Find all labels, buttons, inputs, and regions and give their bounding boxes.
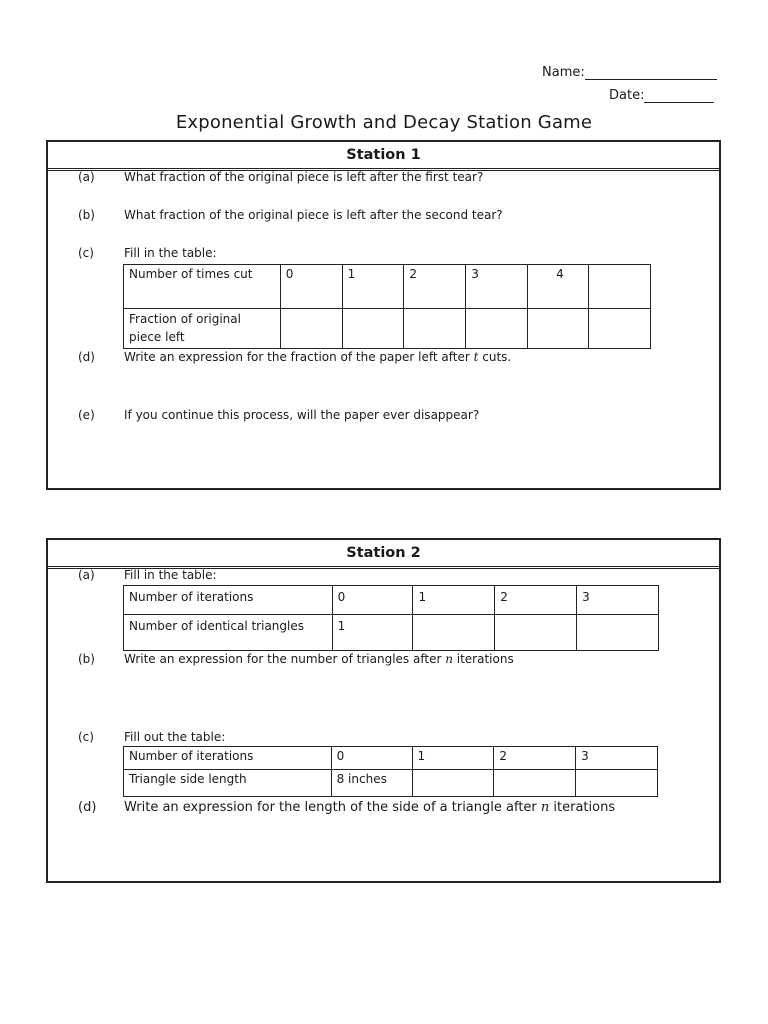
s2-question-b-label: (b) [78,652,95,666]
table-cell[interactable] [576,770,658,797]
table-row [124,309,651,349]
s2-question-d-text: Write an expression for the length of the side of a triangle after n iterations [124,800,616,815]
table-cell[interactable] [528,309,589,349]
name-label: Name: [542,65,585,80]
s1-question-c-label: (c) [78,246,94,260]
table-cell: 0 [331,747,412,770]
table-row [124,586,659,615]
table-cell[interactable] [495,615,577,651]
station-1-heading: Station 1 [48,142,719,171]
table-cell: 3 [576,747,658,770]
s1-table [123,264,651,349]
table-cell[interactable] [404,309,466,349]
s2-question-c-text: Fill out the table: [124,730,226,744]
table-cell[interactable] [342,309,404,349]
table-cell: 2 [404,265,466,309]
s2-question-a-label: (a) [78,568,95,582]
table-cell: 1 [332,615,413,651]
s2-table-header-cell: Number of iterations [124,747,332,770]
table-cell[interactable] [494,770,576,797]
table-cell: 0 [332,586,413,615]
s1-question-c-text: Fill in the table: [124,246,217,260]
s1-question-d-text: Write an expression for the fraction of the paper left after t cuts. [124,350,512,364]
table-cell[interactable] [413,615,495,651]
table-cell: 4 [528,265,589,309]
date-field[interactable] [644,87,714,103]
s1-question-d-label: (d) [78,350,95,364]
table-cell: 3 [466,265,528,309]
date-line [609,87,714,103]
page-title: Exponential Growth and Decay Station Game [175,112,593,133]
station-2-heading: Station 2 [48,540,719,569]
s1-table-header-cell: Number of times cut [124,265,281,309]
table-row [124,747,658,770]
s1-question-a-text: What fraction of the original piece is left after the first tear? [124,170,484,184]
table-cell [589,265,651,309]
table-cell: 2 [494,747,576,770]
table-row [124,615,659,651]
name-field[interactable] [585,64,717,80]
table-cell: 1 [413,586,495,615]
table-cell[interactable] [280,309,342,349]
s2-table-header-cell: Number of identical triangles [124,615,333,651]
table-cell: 2 [495,586,577,615]
s1-question-b-label: (b) [78,208,95,222]
s2-table-header-cell: Triangle side length [124,770,332,797]
table-cell[interactable] [412,770,494,797]
s1-table-header-cell: Fraction of original piece left [124,309,281,349]
s2-question-a-text: Fill in the table: [124,568,217,582]
s2-table-header-cell: Number of iterations [124,586,333,615]
s2-table-2 [123,746,658,797]
s1-question-b-text: What fraction of the original piece is left after the second tear? [124,208,503,222]
table-cell: 3 [577,586,659,615]
table-cell: 0 [280,265,342,309]
table-cell: 1 [342,265,404,309]
s2-question-c-label: (c) [78,730,94,744]
s2-question-b-text: Write an expression for the number of triangles after n iterations [124,652,514,666]
table-cell: 8 inches [331,770,412,797]
date-label: Date: [609,88,645,103]
s2-table-1 [123,585,659,651]
s1-question-e-text: If you continue this process, will the paper ever disappear? [124,408,480,422]
table-cell[interactable] [466,309,528,349]
table-row [124,770,658,797]
table-cell: 1 [412,747,494,770]
table-cell[interactable] [577,615,659,651]
s2-question-d-label: (d) [78,800,97,815]
s1-question-a-label: (a) [78,170,95,184]
s1-question-e-label: (e) [78,408,95,422]
name-line [542,64,717,80]
table-cell[interactable] [589,309,651,349]
table-row [124,265,651,309]
